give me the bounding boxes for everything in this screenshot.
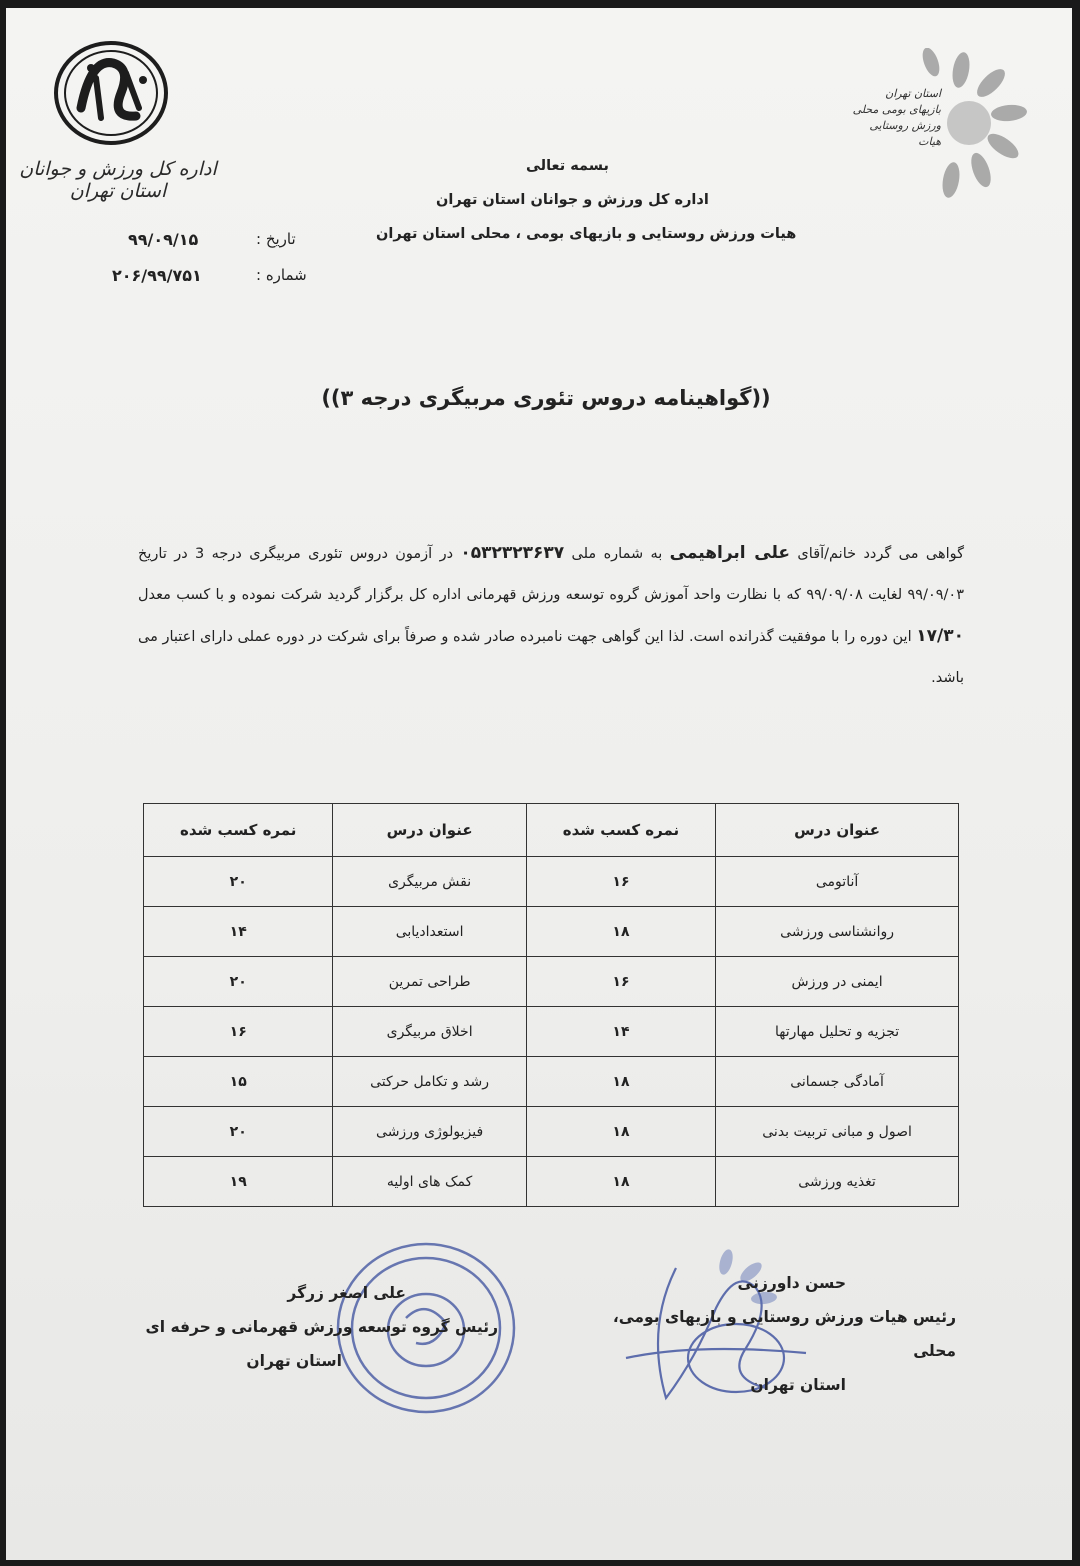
header-organization: اداره کل ورزش و جوانان استان تهران — [436, 192, 709, 208]
table-header: نمره کسب شده — [526, 804, 715, 857]
course-grade: ۱۴ — [144, 907, 333, 957]
course-grade: ۱۵ — [144, 1057, 333, 1107]
table-row — [144, 907, 959, 957]
left-signer-name: علی اصغر زرگر — [287, 1284, 406, 1302]
average-score: ۱۷/۳۰ — [916, 626, 964, 646]
course-title: آناتومی — [716, 857, 959, 907]
course-grade: ۱۴ — [526, 1007, 715, 1057]
national-id: ۰۵۳۲۳۲۳۶۳۷ — [460, 543, 565, 563]
course-grade: ۱۸ — [526, 1107, 715, 1157]
certificate-paper — [6, 8, 1072, 1560]
header-board: هیات ورزش روستایی و بازیهای بومی ، محلی استان تهران — [376, 226, 797, 242]
header-basmala: بسمه تعالی — [526, 158, 609, 174]
course-title: نقش مربیگری — [333, 857, 526, 907]
left-signer-title: رئیس گروه توسعه ورزش قهرمانی و حرفه ای — [145, 1318, 498, 1336]
certificate-title: ((گواهینامه دروس تئوری مربیگری درجه ۳)) — [321, 386, 771, 410]
right-signer-name: حسن داورزنی — [737, 1274, 846, 1292]
course-grade: ۱۶ — [526, 857, 715, 907]
course-grade: ۱۸ — [526, 907, 715, 957]
left-logo-caption: اداره کل ورزش و جوانان استان تهران — [19, 158, 217, 202]
recipient-name: علی ابراهیمی — [669, 543, 791, 563]
course-grade: ۱۶ — [526, 957, 715, 1007]
course-title: تجزیه و تحلیل مهارتها — [716, 1007, 959, 1057]
course-grade: ۲۰ — [144, 957, 333, 1007]
table-header: عنوان درس — [716, 804, 959, 857]
right-signer-region: استان تهران — [750, 1376, 846, 1394]
table-header: نمره کسب شده — [144, 804, 333, 857]
certificate-body: گواهی می گردد خانم/آقای علی ابراهیمی به شماره ملی ۰۵۳۲۳۲۳۶۳۷ در آزمون دروس تئوری مربیگری درجه 3 در تاریخ ۹۹/۰۹/۰۳ لغایت ۹۹/۰۹/۰۸ که با نظارت واحد آموزش گروه توسعه ورزش قهرمانی اداره کل برگزار گردید شرکت نموده و با کسب معدل ۱۷/۳۰ این دوره را با موفقیت گذرانده است. لذا این گواهی جهت نامبرده صادر شده و صرفاً برای شرکت در دوره عملی دارای اعتبار می باشد. — [138, 543, 965, 686]
table-row — [144, 1007, 959, 1057]
course-title: فیزیولوژی ورزشی — [333, 1107, 526, 1157]
table-header: عنوان درس — [333, 804, 526, 857]
table-row — [144, 1157, 959, 1207]
course-title: آمادگی جسمانی — [716, 1057, 959, 1107]
right-signer-title: رئیس هیات ورزش روستایی و بازیهای بومی، محلی — [612, 1308, 956, 1360]
grades-table — [143, 803, 959, 1207]
course-grade: ۲۰ — [144, 1107, 333, 1157]
tehran-sports-logo-icon — [51, 38, 171, 148]
right-signature-block — [566, 1266, 956, 1402]
right-logo-text: استان تهران بازیهای بومی محلی ورزش روستایی هیات — [852, 87, 941, 148]
left-signature-block — [136, 1276, 498, 1378]
course-grade: ۲۰ — [144, 857, 333, 907]
left-signer-region: استان تهران — [246, 1352, 342, 1370]
course-title: روانشناسی ورزشی — [716, 907, 959, 957]
course-title: استعدادیابی — [333, 907, 526, 957]
table-row — [144, 957, 959, 1007]
number-value: ۲۰۶/۹۹/۷۵۱ — [112, 266, 202, 285]
number-label: شماره : — [256, 266, 307, 284]
course-grade: ۱۸ — [526, 1057, 715, 1107]
course-grade: ۱۸ — [526, 1157, 715, 1207]
course-grade: ۱۶ — [144, 1007, 333, 1057]
table-row — [144, 1107, 959, 1157]
course-title: رشد و تکامل حرکتی — [333, 1057, 526, 1107]
course-title: تغذیه ورزشی — [716, 1157, 959, 1207]
course-title: طراحی تمرین — [333, 957, 526, 1007]
date-label: تاریخ : — [256, 230, 296, 248]
table-row — [144, 1057, 959, 1107]
course-title: کمک های اولیه — [333, 1157, 526, 1207]
table-header-row — [144, 804, 959, 857]
course-title: ایمنی در ورزش — [716, 957, 959, 1007]
course-grade: ۱۹ — [144, 1157, 333, 1207]
date-value: ۹۹/۰۹/۱۵ — [128, 230, 199, 249]
course-title: اصول و مبانی تربیت بدنی — [716, 1107, 959, 1157]
table-row — [144, 857, 959, 907]
course-title: اخلاق مربیگری — [333, 1007, 526, 1057]
